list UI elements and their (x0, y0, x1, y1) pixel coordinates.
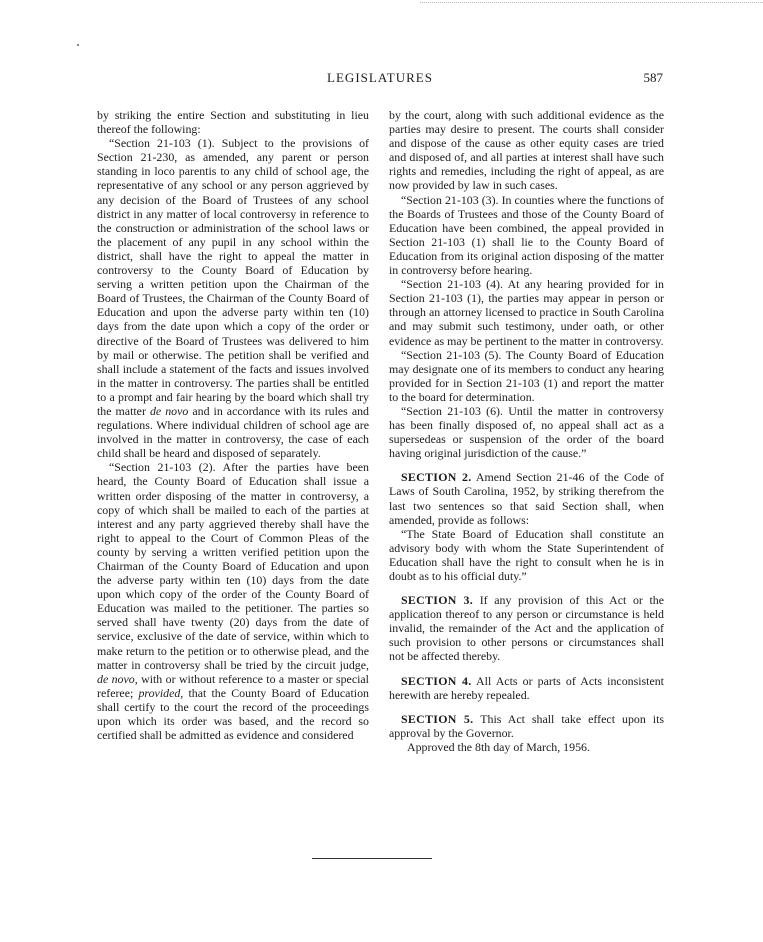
de-novo-term: de novo, (97, 671, 138, 686)
left-column (97, 108, 369, 742)
section-3-heading: SECTION 3. (401, 593, 474, 608)
section-5-paragraph (389, 712, 664, 740)
right-column (389, 108, 664, 754)
de-novo-term: de novo (149, 403, 189, 418)
section-21-103-1-paragraph (97, 136, 369, 460)
section-2-text: Amend Section 21-46 of the Code of Laws of South Carolina, 1952, by striking therefrom the last two sentences so that said Section shall, when amended, provide as follows: (389, 470, 664, 527)
approval-date: Approved the 8th day of March, 1956. (407, 739, 590, 754)
provided-term: provided, (138, 685, 184, 700)
section-21-103-4-paragraph: “Section 21-103 (4). At any hearing provided for in Section 21-103 (1), the parties may appear in person or through an attorney licensed to practice in South Carolina and may submit such testimony, under oath, or other evidence as may be pertinent to the matter in controversy. (389, 277, 664, 348)
section-4-text: All Acts or parts of Acts inconsistent herewith are hereby repealed. (389, 673, 664, 702)
section-21-103-3-paragraph: “Section 21-103 (3). In counties where the functions of the Boards of Trustees and those of the County Board of Education have been combined, the appeal provided in Section 21-103 (1) shall lie to the County Board of Education from its original action disposing of the matter in controversy before hearing. (389, 192, 664, 278)
page-number: 587 (643, 70, 663, 85)
end-rule (312, 858, 432, 859)
continuation-paragraph: by the court, along with such additional evidence as the parties may desire to present. The courts shall consider and dispose of the cause as other equity cases are tried and disposed of, and all parties at interest shall have such rights and remedies, including the right of appeal, as are now provided by law in such cases. (389, 108, 664, 193)
running-title: LEGISLATURES (327, 70, 433, 85)
section-21-103-2-mid: with or without reference to a master or special referee; (97, 671, 369, 700)
section-21-103-6-paragraph: “Section 21-103 (6). Until the matter in controversy has been finally disposed of, no appeal shall act as a supersedeas or suspension of the order of the board having original jurisdiction of the cause.” (389, 403, 664, 461)
section-3-paragraph (389, 593, 664, 663)
top-edge-dotted-line (420, 2, 763, 3)
section-21-103-1-text: “Section 21-103 (1). Subject to the provisions of Section 21-230, as amended, any parent or person standing in loco parentis to any child of school age, the representative of any school or any person aggrieved by any decision of the Board of Trustees of any school district in any matter of local controversy in reference to the construction or administration of the school laws or the placement of any pupil in any school within the district, shall have the right to appeal the matter in controversy to the County Board of Education by serving a written petition upon the Chairman of the Board of Trustees, the Chairman of the County Board of Education and upon the adverse party within ten (10) days from the date upon which a copy of the order or directive of the Board of Trustees was delivered to him by mail or otherwise. The petition shall be verified and shall include a statement of the facts and issues involved in the matter in controversy. The parties shall be entitled to a prompt and fair hearing by the board which shall try the matter (97, 136, 369, 418)
section-21-103-2-paragraph (97, 460, 369, 742)
section-3-text: If any provision of this Act or the application thereof to any person or circumstance is held invalid, the remainder of the Act and the application of such provision to other persons or circumstances shall not be affected thereby. (389, 593, 664, 664)
section-5-text: This Act shall take effect upon its approval by the Governor. (389, 711, 665, 740)
margin-mark (77, 44, 79, 46)
intro-paragraph: by striking the entire Section and substituting in lieu thereof the following: (97, 108, 369, 137)
section-2-paragraph (389, 470, 664, 526)
running-head (97, 70, 663, 88)
section-5-heading: SECTION 5. (401, 711, 474, 726)
section-21-103-2-text: “Section 21-103 (2). After the parties have been heard, the County Board of Education shall issue a written order disposing of the matter in controversy, a copy of which shall be mailed to each of the parties at interest and any party aggrieved thereby shall have the right to appeal to the Court of Common Pleas of the county by serving a written verified petition upon the Chairman of the County Board of Education and upon the adverse party within ten (10) days from the date upon which copy of the order of the County Board of Education was mailed to the petitioner. The parties so served shall have twenty (20) days from the date of service, exclusive of the date of service, within which to make return to the petition or to otherwise plead, and the matter in controversy shall be tried by the circuit judge, (97, 460, 369, 672)
section-2-quote: “The State Board of Education shall constitute an advisory body with whom the State Superintendent of Education shall have the right to consult when he is in doubt as to his official duty.” (389, 526, 664, 583)
section-21-103-1-end: and in accordance with its rules and regulations. Where individual children of school age are involved in the matter in controversy, the case of each child shall be heard and disposed of separately. (97, 403, 369, 461)
section-4-paragraph (389, 674, 664, 702)
section-4-heading: SECTION 4. (401, 673, 472, 688)
section-21-103-2-end: that the County Board of Education shall certify to the court the record of the proceedings upon which its order was based, and the record so certified shall be admitted as evidence and considered (97, 685, 369, 743)
section-2-heading: SECTION 2. (401, 470, 472, 485)
section-21-103-5-paragraph: “Section 21-103 (5). The County Board of Education may designate one of its members to conduct any hearing provided for in Section 21-103 (1) and report the matter to the board for determination. (389, 347, 664, 404)
